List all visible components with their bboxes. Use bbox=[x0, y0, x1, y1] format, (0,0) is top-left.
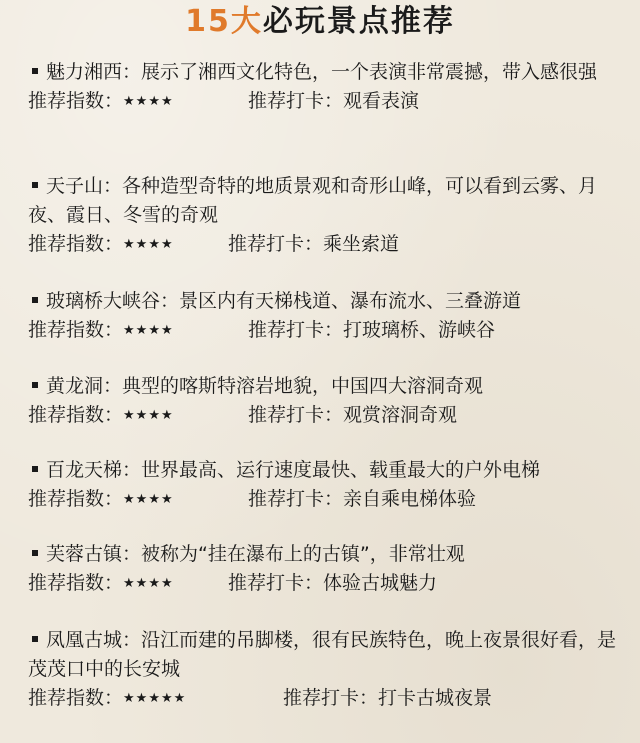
rating bbox=[28, 87, 174, 116]
checkin-label: 推荐打卡： bbox=[248, 90, 344, 112]
checkin bbox=[248, 87, 419, 116]
page-title bbox=[0, 4, 640, 40]
rating bbox=[28, 684, 186, 713]
attraction-item bbox=[28, 287, 628, 345]
rating bbox=[28, 485, 174, 514]
attraction-meta bbox=[28, 485, 628, 514]
checkin-label: 推荐打卡： bbox=[248, 404, 344, 426]
checkin bbox=[248, 485, 476, 514]
checkin bbox=[228, 230, 399, 259]
checkin-label: 推荐打卡： bbox=[283, 687, 379, 709]
checkin bbox=[228, 569, 437, 598]
attraction-meta bbox=[28, 316, 628, 345]
attraction-item bbox=[28, 540, 628, 598]
checkin-value: 打卡古城夜景 bbox=[378, 687, 493, 709]
checkin bbox=[248, 316, 495, 345]
attraction-description bbox=[28, 287, 628, 316]
rating-label: 推荐指数： bbox=[28, 319, 124, 341]
rating-label: 推荐指数： bbox=[28, 488, 124, 510]
attraction-description bbox=[28, 626, 628, 684]
rating bbox=[28, 316, 174, 345]
rating-label: 推荐指数： bbox=[28, 687, 124, 709]
rating-label: 推荐指数： bbox=[28, 404, 124, 426]
attraction-description bbox=[28, 372, 628, 401]
bullet-icon bbox=[32, 382, 38, 388]
checkin-value: 观看表演 bbox=[343, 90, 420, 112]
attraction-item bbox=[28, 372, 628, 430]
checkin bbox=[248, 401, 457, 430]
attraction-item bbox=[28, 58, 628, 116]
checkin-label: 推荐打卡： bbox=[228, 572, 324, 594]
rating-stars: ★★★★ bbox=[123, 94, 174, 109]
bullet-icon bbox=[32, 636, 38, 642]
checkin-label: 推荐打卡： bbox=[248, 319, 344, 341]
checkin bbox=[283, 684, 492, 713]
attraction-description-text: 魅力湘西：展示了湘西文化特色，一个表演非常震撼，带入感很强 bbox=[46, 61, 598, 83]
attraction-description-text: 天子山：各种造型奇特的地质景观和奇形山峰，可以看到云雾、月夜、霞日、冬雪的奇观 bbox=[28, 175, 598, 226]
attraction-meta bbox=[28, 401, 628, 430]
rating bbox=[28, 569, 174, 598]
title-accent: 15大 bbox=[185, 4, 263, 39]
attraction-description-text: 百龙天梯：世界最高、运行速度最快、载重最大的户外电梯 bbox=[46, 459, 541, 481]
attraction-item bbox=[28, 626, 628, 713]
checkin-value: 亲自乘电梯体验 bbox=[343, 488, 477, 510]
checkin-label: 推荐打卡： bbox=[228, 233, 324, 255]
attraction-item bbox=[28, 456, 628, 514]
title-text: 必玩景点推荐 bbox=[262, 4, 455, 39]
rating bbox=[28, 401, 174, 430]
rating-stars: ★★★★★ bbox=[123, 691, 187, 706]
rating-stars: ★★★★ bbox=[123, 492, 174, 507]
bullet-icon bbox=[32, 297, 38, 303]
attraction-item bbox=[28, 172, 628, 259]
rating-stars: ★★★★ bbox=[123, 237, 174, 252]
bullet-icon bbox=[32, 550, 38, 556]
attraction-description-text: 玻璃桥大峡谷：景区内有天梯栈道、瀑布流水、三叠游道 bbox=[46, 290, 522, 312]
bullet-icon bbox=[32, 466, 38, 472]
bullet-icon bbox=[32, 68, 38, 74]
attraction-description-text: 黄龙洞：典型的喀斯特溶岩地貌，中国四大溶洞奇观 bbox=[46, 375, 484, 397]
attraction-meta bbox=[28, 87, 628, 116]
rating-stars: ★★★★ bbox=[123, 576, 174, 591]
checkin-value: 体验古城魅力 bbox=[323, 572, 438, 594]
rating-stars: ★★★★ bbox=[123, 408, 174, 423]
rating-label: 推荐指数： bbox=[28, 233, 124, 255]
bullet-icon bbox=[32, 182, 38, 188]
attraction-description-text: 凤凰古城：沿江而建的吊脚楼，很有民族特色，晚上夜景很好看，是茂茂口中的长安城 bbox=[28, 629, 617, 680]
rating-stars: ★★★★ bbox=[123, 323, 174, 338]
checkin-value: 乘坐索道 bbox=[323, 233, 400, 255]
checkin-label: 推荐打卡： bbox=[248, 488, 344, 510]
checkin-value: 观赏溶洞奇观 bbox=[343, 404, 458, 426]
attraction-description bbox=[28, 456, 628, 485]
checkin-value: 打玻璃桥、游峡谷 bbox=[343, 319, 496, 341]
attraction-meta bbox=[28, 569, 628, 598]
attraction-description bbox=[28, 172, 628, 230]
attraction-description bbox=[28, 540, 628, 569]
attraction-meta bbox=[28, 230, 628, 259]
attraction-description bbox=[28, 58, 628, 87]
rating-label: 推荐指数： bbox=[28, 90, 124, 112]
attraction-meta bbox=[28, 684, 628, 713]
rating bbox=[28, 230, 174, 259]
attraction-description-text: 芙蓉古镇：被称为“挂在瀑布上的古镇”，非常壮观 bbox=[46, 543, 465, 565]
rating-label: 推荐指数： bbox=[28, 572, 124, 594]
